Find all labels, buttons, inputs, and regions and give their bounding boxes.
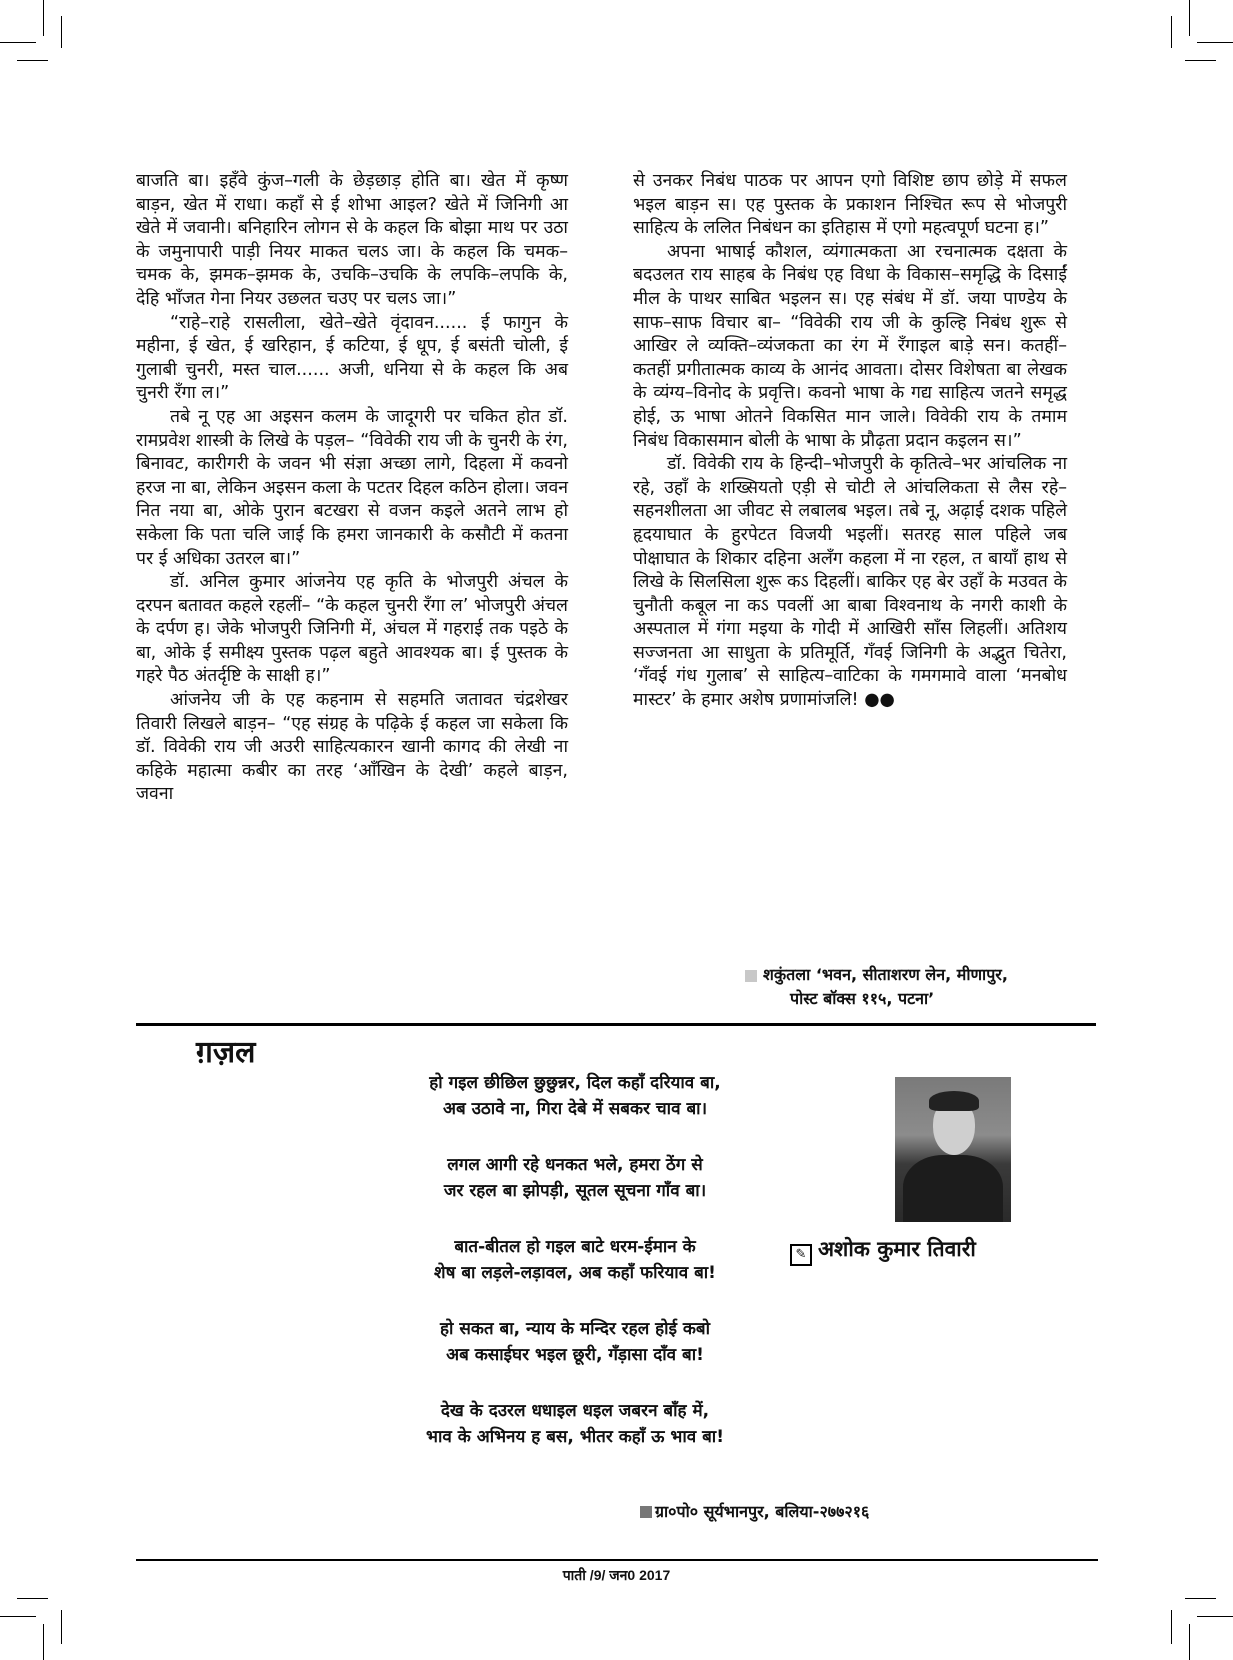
crop-mark	[0, 42, 36, 43]
poem-line: हो सकत बा, न्याय के मन्दिर रहल होई कबो	[439, 1319, 711, 1339]
article-paragraph: आंजनेय जी के एह कहनाम से सहमति जतावत चंद्रशेखर तिवारी लिखले बाड़न– “एह संग्रह के पढ़िके ई कहल जा सकेला कि डॉ. विवेकी राय जी अउरी साहित्यकारन खानी कागद की लेखी ना कहिके महात्मा कबीर का तरह ‘आँखिन के देखी’ कहले बाड़न, जवना	[136, 690, 568, 805]
article-paragraph: “राहे–राहे रासलीला, खेते–खेते वृंदावन...... ई फागुन के महीना, ई खेत, ई खरिहान, ई कटिया, ई धूप, ई बसंती चोली, ई गुलाबी चुनरी, मस्त चाल...... अजी, धनिया से के कहल कि अब चुनरी रँगा ल।”	[136, 312, 568, 404]
crop-mark	[61, 16, 62, 48]
crop-mark	[17, 60, 48, 61]
article-paragraph: बाजति बा। इहँवे कुंज–गली के छेड़छाड़ होति बा। खेत में कृष्ण बाड़न, खेत में राधा। कहाँ से ई शोभा आइल? खेते में जिनिगी आ खेते में जवानी। बनिहारिन लोगन से के कहल कि बोझा माथ पर उठा के जमुनापारी पाड़ी नियर माकत चलऽ जा। के कहल कि चमक–चमक के, झमक–झमक के, उचकि–उचकि के लपकि–लपकि के, देहि भाँजत गेना नियर उछलत चउए पर चलऽ जा।”	[136, 171, 568, 309]
article-left-column	[136, 170, 568, 807]
ghazal-stanza	[370, 1398, 780, 1450]
crop-mark	[1197, 42, 1233, 43]
crop-mark	[43, 0, 44, 36]
ghazal-author-address	[640, 1501, 869, 1523]
ghazal-stanza	[370, 1316, 780, 1368]
poem-line: शेष बा लड़ले-लड़ावल, अब कहाँ फरियाव बा!	[434, 1263, 716, 1283]
poem-line: अब कसाईघर भइल छूरी, गँड़ासा दाँव बा!	[446, 1345, 704, 1365]
crop-mark	[1171, 16, 1172, 48]
article-paragraph: से उनकर निबंध पाठक पर आपन एगो विशिष्ट छाप छोड़े में सफल भइल बाड़न स। एह पुस्तक के प्रकाशन निश्चित रूप से भोजपुरी साहित्य के ललित निबंधन का इतिहास में एगो महत्वपूर्ण घटना ह।”	[633, 171, 1067, 239]
article-paragraph: डॉ. विवेकी राय के हिन्दी–भोजपुरी के कृतित्वे–भर आंचलिक ना रहे, उहाँ के शख्सियतो एड़ी से चोटी ले आंचलिकता से लैस रहे– सहनशीलता आ जीवट से लबालब भइल। तबे नू, अढ़ाई दशक पहिले हृदयाघात के हुरपेटत विजयी भइलीं। सतरह साल पहिले जब पोक्षाघात के शिकार दहिना अलँग कहला में ना रहल, त बायाँ हाथ से लिखे के सिलसिला शुरू कऽ दिहलीं। बाकिर एह बेर उहाँ के मउवत के चुनौती कबूल ना कऽ पवलीं आ बाबा विश्वनाथ के नगरी काशी के अस्पताल में गंगा मइया के गोदी में आखिरी साँस लिहलीं। अतिशय सज्जनता आ साधुता के प्रतिमूर्ति, गँवई जिनिगी के अद्भुत चितेरा, ‘गँवई गंध गुलाब’ से साहित्य–वाटिका के गमगमावे वाला ‘मनबोध मास्टर’ के हमार अशेष प्रणामांजलि! ●●	[633, 454, 1067, 711]
poem-line: भाव के अभिनय ह बस, भीतर कहाँ ऊ भाव बा!	[426, 1427, 724, 1447]
article-right-column	[633, 170, 1067, 713]
photo-figure-hair	[929, 1091, 979, 1111]
ghazal-stanza	[370, 1070, 780, 1122]
crop-mark	[1197, 1616, 1233, 1617]
crop-mark	[1189, 0, 1190, 36]
crop-mark	[61, 1610, 62, 1644]
ghazal-title: ग़ज़ल	[196, 1035, 256, 1070]
crop-mark	[1171, 1610, 1172, 1644]
page-footer: पाती /9/ जन0 2017	[562, 1567, 671, 1583]
crop-mark	[43, 1624, 44, 1660]
section-divider	[136, 1023, 1096, 1026]
ghazal-stanza	[370, 1152, 780, 1204]
ghazal-stanza	[370, 1234, 780, 1286]
article-paragraph: डॉ. अनिल कुमार आंजनेय एह कृति के भोजपुरी अंचल के दरपन बतावत कहले रहलीं– “के कहल चुनरी रँगा ल’ भोजपुरी अंचल के दर्पण ह। जेके भोजपुरी जिनिगी में, अंचल में गहराई तक पइठे के बा, ओके ई समीक्ष्य पुस्तक पढ़ल बहुते आवश्यक बा। ई पुस्तक के गहरे पैठ अंतर्दृष्टि के साक्षी ह।”	[136, 572, 568, 687]
ghazal-poem	[370, 1070, 780, 1480]
address-text: ग्रा०पो० सूर्यभानपुर, बलिया-२७७२१६	[655, 1502, 870, 1521]
crop-mark	[0, 1616, 36, 1617]
signature-line-2: पोस्ट बॉक्स ११५, पटना’	[790, 989, 935, 1008]
author-name: अशोक कुमार तिवारी	[818, 1237, 976, 1261]
poem-line: हो गइल छीछिल छुछुन्नर, दिल कहाँ दरियाव बा,	[429, 1073, 721, 1093]
signature-line-1: शकुंतला ‘भवन, सीताशरण लेन, मीणापुर,	[763, 965, 1008, 984]
bullet-square-icon	[745, 970, 757, 982]
poem-line: अब उठावे ना, गिरा देबे में सबकर चाव बा।	[442, 1099, 708, 1119]
poem-line: देख के दउरल धधाइल धइल जबरन बाँह में,	[440, 1401, 710, 1421]
author-photo	[895, 1077, 1011, 1222]
crop-mark	[17, 1598, 48, 1599]
article-signature	[745, 963, 1075, 1011]
crop-mark	[1185, 1598, 1216, 1599]
photo-figure-body	[903, 1155, 1003, 1222]
crop-mark	[1185, 60, 1216, 61]
crop-mark	[1189, 1624, 1190, 1660]
poem-line: लगल आगी रहे धनकत भले, हमरा ठेंग से	[447, 1155, 703, 1175]
poem-line: जर रहल बा झोपड़ी, सूतल सूचना गाँव बा।	[443, 1181, 707, 1201]
bullet-square-icon	[640, 1506, 652, 1518]
poem-line: बात-बीतल हो गइल बाटे धरम-ईमान के	[454, 1237, 696, 1257]
article-paragraph: अपना भाषाई कौशल, व्यंगात्मकता आ रचनात्मक दक्षता के बदउलत राय साहब के निबंध एह विधा के विकास–समृद्धि के दिसाईं मील के पाथर साबित भइलन स। एह संबंध में डॉ. जया पाण्डेय के साफ–साफ विचार बा– “विवेकी राय जी के कुल्हि निबंध शुरू से आखिर ले व्यक्ति–व्यंजकता का रंग में रँगाइल बाड़े सन। कतहीं–कतहीं प्रगीतात्मक काव्य के आनंद आवता। दोसर विशेषता बा लेखक के व्यंग्य–विनोद के प्रवृत्ति। कवनो भाषा के गद्य साहित्य जतने समृद्ध होई, ऊ भाषा ओतने विकसित मान जाले। विवेकी राय के तमाम निबंध विकासमान बोली के भाषा के प्रौढ़ता प्रदान कइलन स।”	[633, 241, 1067, 451]
footer-divider	[136, 1559, 1098, 1561]
pen-icon: ✎	[790, 1244, 812, 1266]
article-paragraph: तबे नू एह आ अइसन कलम के जादूगरी पर चकित होत डॉ. रामप्रवेश शास्त्री के लिखे के पड़ल– “विवेकी राय जी के चुनरी के रंग, बिनावट, कारीगरी के जवन भी संज्ञा अच्छा लागे, दिहला में कवनो हरज ना बा, लेकिन अइसन कला के पटतर दिहल कठिन होला। जवन नित नया बा, ओके पुरान बटखरा से वजन कइले अतने लाभ हो सकेला कि पता चलि जाई कि हमरा जानकारी के कसौटी में कतना पर ई अधिका उतरल बा।”	[136, 406, 568, 569]
ghazal-author	[790, 1235, 976, 1266]
